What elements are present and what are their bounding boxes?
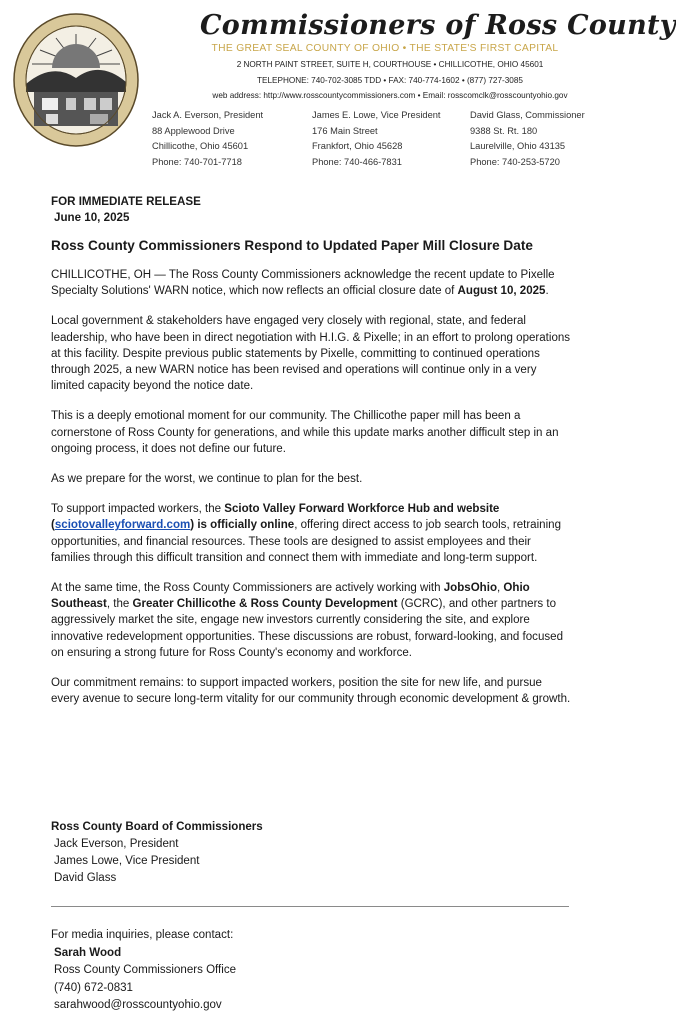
p5-online: ) is officially online bbox=[190, 519, 295, 532]
officer-name: James E. Lowe, Vice President bbox=[312, 110, 441, 120]
p1-text: CHILLICOTHE, OH — The Ross County Commissioners acknowledge the recent update to Pixelle Specialty Solutions' WARN notice, which now reflects an official closure date of bbox=[51, 269, 555, 298]
release-headline: Ross County Commissioners Respond to Updated Paper Mill Closure Date bbox=[51, 238, 533, 253]
jobsohio: JobsOhio bbox=[443, 582, 497, 595]
closure-date: August 10, 2025 bbox=[457, 285, 546, 298]
release-date: June 10, 2025 bbox=[54, 211, 130, 224]
letterhead-address: 2 NORTH PAINT STREET, SUITE H, COURTHOUSE • CHILLICOTHE, OHIO 45601 bbox=[236, 60, 544, 69]
paragraph-7: Our commitment remains: to support impacted workers, position the site for new life, and pursue every avenue to secure long-term vitality for our community through economic development & growth. bbox=[51, 677, 571, 706]
press-release-body bbox=[51, 194, 571, 707]
paragraph-1 bbox=[51, 267, 571, 299]
paragraph-3: This is a deeply emotional moment for our community. The Chillicothe paper mill has been a cornerstone of Ross County for generations, and while this update marks another difficult step in an ongoing process, it does not define our future. bbox=[51, 410, 559, 455]
p6-rest: (GCRC), and other partners to aggressively market the site, engage new investors currently considering the site, and explore innovative redevelopment opportunities. These discussions are robust, forward-looking, and focused on ensuring a strong future for Ross County's economy and workforce. bbox=[51, 598, 563, 659]
letterhead-web: web address: http://www.rosscountycommissioners.com • Email: rosscomclk@rosscountyohio.gov bbox=[212, 91, 568, 100]
paragraph-6 bbox=[51, 580, 571, 661]
p5-bold-group bbox=[51, 519, 294, 531]
p1-end: . bbox=[545, 285, 549, 298]
letterhead-title: Commissioners of Ross County bbox=[200, 10, 676, 41]
divider bbox=[51, 906, 569, 907]
officer-street: 88 Applewood Drive bbox=[152, 125, 235, 136]
p5-rest: , offering direct access to job search tools, retraining opportunities, and financial resources. These tools are designed to assist employees and their families through this difficult transition and connect them with immediate and long-term support. bbox=[51, 519, 562, 564]
officer-phone: Phone: 740-701-7718 bbox=[152, 156, 242, 167]
officer-street: 9388 St. Rt. 180 bbox=[470, 125, 538, 136]
officer-phone: Phone: 740-466-7831 bbox=[312, 156, 402, 167]
officer-street: 176 Main Street bbox=[312, 125, 378, 136]
media-contact bbox=[51, 927, 236, 1015]
ross-county-seal-logo bbox=[12, 12, 140, 148]
release-label: FOR IMMEDIATE RELEASE bbox=[51, 195, 201, 208]
officer-city: Frankfort, Ohio 45628 bbox=[312, 141, 403, 151]
p5-text: To support impacted workers, the bbox=[51, 503, 225, 516]
paragraph-5 bbox=[51, 501, 571, 566]
media-contact-name: Sarah Wood bbox=[54, 946, 122, 959]
signoff-block bbox=[51, 819, 263, 887]
media-contact-phone: (740) 672-0831 bbox=[54, 981, 133, 994]
p6-sep: , bbox=[497, 582, 504, 595]
signoff-member: Jack Everson, President bbox=[54, 838, 179, 850]
paragraph-2: Local government & stakeholders have engaged very closely with regional, state, and federal leadership, who have been in direct negotiation with H.I.G. & Pixelle; in an effort to prolong operations at this facility. Despite previous public statements by Pixelle, committing to continued operations through 2025, a new WARN notice has been revised and operations will continue only in a very limited capacity beyond the notice date. bbox=[51, 315, 571, 393]
signoff-member: David Glass bbox=[54, 872, 117, 884]
officer-name: David Glass, Commissioner bbox=[470, 110, 585, 120]
p5-paren-open: ( bbox=[51, 519, 55, 532]
gcrc-name: Greater Chillicothe & Ross County Development bbox=[132, 598, 398, 611]
officer-name: Jack A. Everson, President bbox=[152, 110, 264, 120]
paragraph-4: As we prepare for the worst, we continue to plan for the best. bbox=[51, 473, 363, 486]
website-link[interactable]: sciotovalleyforward.com bbox=[54, 519, 191, 532]
p6-the: , the bbox=[106, 598, 133, 611]
officer-city: Chillicothe, Ohio 45601 bbox=[152, 141, 249, 151]
letterhead-phones: TELEPHONE: 740-702-3085 TDD • FAX: 740-774-1602 • (877) 727-3085 bbox=[257, 76, 523, 85]
signoff-member: James Lowe, Vice President bbox=[54, 855, 200, 867]
media-intro: For media inquiries, please contact: bbox=[51, 929, 234, 941]
letterhead-tagline: THE GREAT SEAL COUNTY OF OHIO • THE STATE'S FIRST CAPITAL bbox=[211, 43, 559, 54]
workforce-hub-name: Scioto Valley Forward Workforce Hub and website bbox=[224, 503, 500, 516]
media-contact-office: Ross County Commissioners Office bbox=[54, 964, 237, 976]
officer-vice-president bbox=[312, 108, 470, 170]
ohio-southeast: Ohio Southeast bbox=[51, 582, 530, 611]
officers-row bbox=[152, 108, 612, 170]
officer-president bbox=[152, 108, 312, 170]
officer-city: Laurelville, Ohio 43135 bbox=[470, 141, 566, 151]
signoff-heading: Ross County Board of Commissioners bbox=[51, 821, 263, 833]
officer-commissioner bbox=[470, 108, 612, 170]
officer-phone: Phone: 740-253-5720 bbox=[470, 156, 560, 167]
p6-text: At the same time, the Ross County Commissioners are actively working with bbox=[51, 582, 444, 595]
media-contact-email[interactable]: sarahwood@rosscountyohio.gov bbox=[54, 999, 222, 1011]
